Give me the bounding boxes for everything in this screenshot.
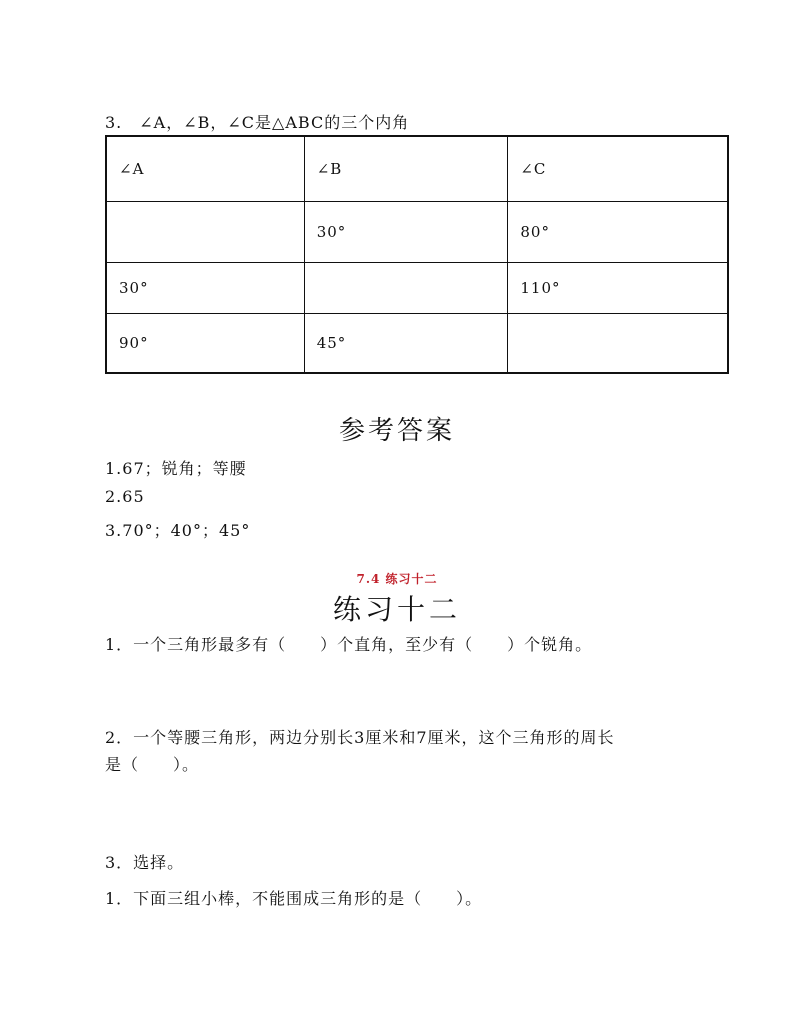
section-title: 练习十二: [332, 593, 461, 626]
exercise-question-2-line-2: 是（ ）。: [105, 755, 200, 774]
section-label: 7.4 练习十二: [356, 572, 438, 586]
exercise-question-3-1: 1．下面三组小棒，不能围成三角形的是（ ）。: [105, 889, 483, 908]
exercise-question-2-line-1: 2．一个等腰三角形，两边分别长3厘米和7厘米，这个三角形的周长: [105, 728, 615, 747]
table-cell: 90°: [106, 314, 304, 374]
question-3-header: 3. ∠A，∠B，∠C是△ABC的三个内角: [105, 113, 410, 132]
table-cell: [508, 314, 728, 374]
table-cell: 30°: [304, 202, 508, 263]
table-cell: 30°: [106, 263, 304, 314]
table-row: [106, 202, 728, 263]
table-cell: [106, 202, 304, 263]
table-cell: 80°: [508, 202, 728, 263]
table-row: [106, 263, 728, 314]
table-header-cell: ∠C: [508, 136, 728, 202]
table-header-cell: ∠B: [304, 136, 508, 202]
angles-table: [105, 135, 729, 374]
table-cell: 45°: [304, 314, 508, 374]
table-header-cell: ∠A: [106, 136, 304, 202]
answer-item-2: 2.65: [105, 487, 145, 506]
exercise-question-3: 3．选择。: [105, 853, 185, 872]
table-header-row: [106, 136, 728, 202]
answer-item-1: 1.67；锐角；等腰: [105, 459, 247, 478]
answers-title: 参考答案: [338, 416, 455, 446]
answer-item-3: 3.70°；40°；45°: [105, 521, 251, 540]
table-row: [106, 314, 728, 374]
exercise-question-1: 1．一个三角形最多有（ ）个直角，至少有（ ）个锐角。: [105, 635, 593, 654]
table-cell: [304, 263, 508, 314]
table-cell: 110°: [508, 263, 728, 314]
